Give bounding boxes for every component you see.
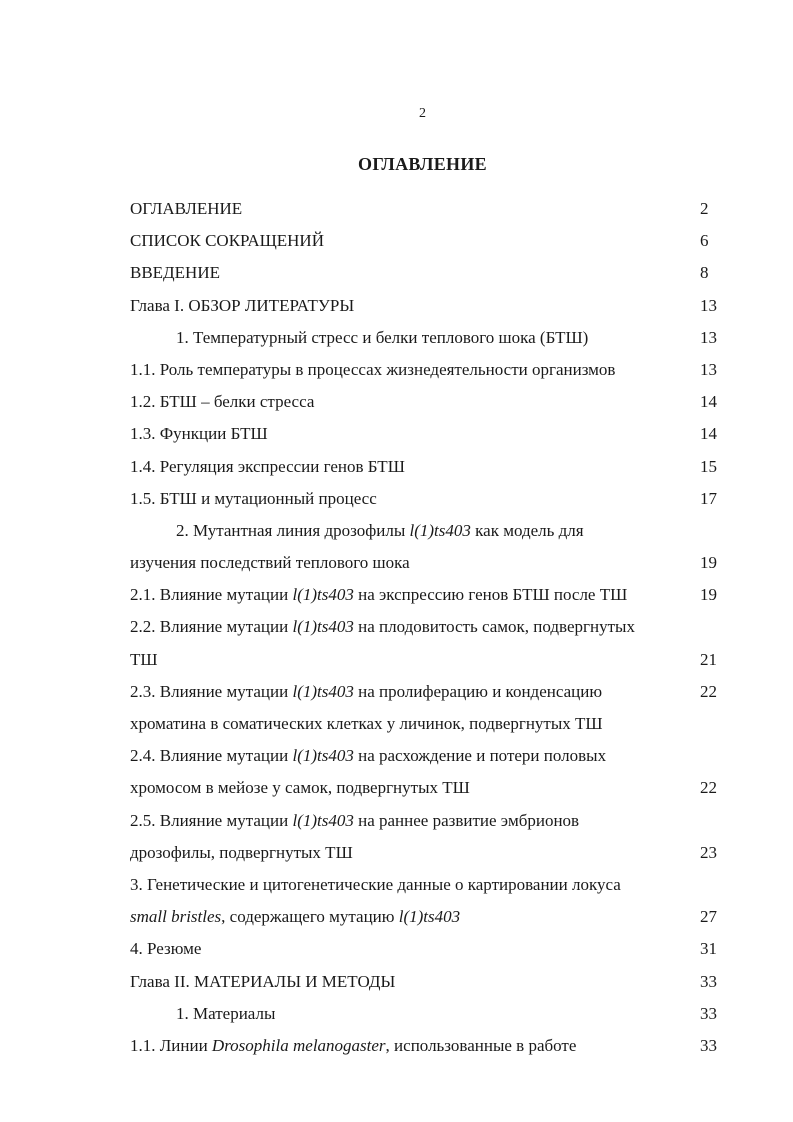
toc-row (130, 998, 720, 1030)
toc-row (130, 869, 720, 901)
gene-name: l(1)ts403 (292, 810, 354, 830)
locus-name: small bristles (130, 907, 222, 927)
toc-entry-page: 33 (700, 1003, 717, 1023)
toc-entry-page: 14 (700, 424, 717, 444)
toc-entry-page: 13 (700, 359, 717, 379)
toc-row (130, 805, 720, 837)
toc-entry-text: 1. Материалы (176, 1003, 276, 1023)
toc-row (130, 676, 720, 708)
toc-entry-text: 1.1. Роль температуры в процессах жизнедеятельности организмов (130, 359, 616, 379)
table-of-contents (130, 193, 720, 1062)
toc-entry-page: 31 (700, 939, 717, 959)
toc-entry-text: 1.1. Линии Drosophila melanogaster, использованные в работе (130, 1035, 577, 1055)
toc-row (130, 225, 720, 257)
gene-name: l(1)ts403 (292, 746, 354, 766)
toc-row (130, 644, 720, 676)
toc-row (130, 579, 720, 611)
toc-entry-text: изучения последствий теплового шока (130, 553, 410, 573)
toc-entry-text: 2. Мутантная линия дрозофилы l(1)ts403 как модель для (176, 520, 584, 540)
toc-entry-page: 22 (700, 778, 717, 798)
toc-entry-text: хромосом в мейозе у самок, подвергнутых ТШ (130, 778, 470, 798)
toc-row (130, 451, 720, 483)
toc-entry-page: 8 (700, 263, 709, 283)
toc-entry-page: 13 (700, 295, 717, 315)
toc-row (130, 611, 720, 643)
toc-entry-page: 6 (700, 231, 709, 251)
toc-entry-text: дрозофилы, подвергнутых ТШ (130, 842, 353, 862)
toc-entry-page: 27 (700, 907, 717, 927)
toc-row (130, 1030, 720, 1062)
toc-row (130, 257, 720, 289)
toc-row (130, 386, 720, 418)
toc-row (130, 901, 720, 933)
toc-entry-text: хроматина в соматических клетках у личинок, подвергнутых ТШ (130, 714, 603, 733)
toc-row (130, 933, 720, 965)
toc-entry-page: 22 (700, 681, 717, 701)
gene-name: l(1)ts403 (292, 585, 354, 605)
toc-row (130, 483, 720, 515)
species-name: Drosophila melanogaster (211, 1035, 386, 1055)
toc-entry-text: 4. Резюме (130, 939, 202, 959)
toc-entry-text: 1.5. БТШ и мутационный процесс (130, 488, 377, 508)
toc-entry-page: 13 (700, 327, 717, 347)
gene-name: l(1)ts403 (292, 617, 354, 637)
toc-entry-text: 2.3. Влияние мутации l(1)ts403 на пролиферацию и конденсацию (130, 681, 603, 701)
toc-entry-text: ВВЕДЕНИЕ (130, 263, 220, 283)
gene-name: l(1)ts403 (398, 907, 461, 927)
toc-row (130, 772, 720, 804)
toc-entry-text: СПИСОК СОКРАЩЕНИЙ (130, 231, 324, 251)
toc-entry-text: 3. Генетические и цитогенетические данные о картировании локуса (130, 874, 621, 894)
toc-entry-text: 2.5. Влияние мутации l(1)ts403 на раннее развитие эмбрионов (130, 810, 580, 830)
page-number: 2 (419, 106, 426, 121)
toc-row (130, 322, 720, 354)
toc-entry-page: 33 (700, 1035, 717, 1055)
toc-entry-page: 33 (700, 971, 717, 991)
toc-entry-text: ОГЛАВЛЕНИЕ (130, 199, 243, 218)
toc-entry-page: 14 (700, 392, 717, 412)
toc-row (130, 740, 720, 772)
toc-entry-text: 1.4. Регуляция экспрессии генов БТШ (130, 456, 405, 476)
toc-row (130, 193, 720, 225)
toc-entry-text: Глава I. ОБЗОР ЛИТЕРАТУРЫ (130, 295, 355, 315)
toc-entry-page: 19 (700, 585, 717, 605)
toc-entry-text: 1.3. Функции БТШ (130, 424, 268, 444)
toc-entry-text: Глава II. МАТЕРИАЛЫ И МЕТОДЫ (130, 971, 396, 991)
page-title: ОГЛАВЛЕНИЕ (358, 154, 487, 174)
toc-row (130, 418, 720, 450)
toc-row (130, 708, 720, 740)
toc-entry-text: 1. Температурный стресс и белки теплового шока (БТШ) (176, 327, 589, 347)
toc-row (130, 515, 720, 547)
gene-name: l(1)ts403 (409, 520, 471, 540)
toc-entry-text: 2.1. Влияние мутации l(1)ts403 на экспрессию генов БТШ после ТШ (130, 585, 628, 605)
toc-entry-page: 23 (700, 842, 717, 862)
toc-entry-page: 17 (700, 488, 717, 508)
toc-row (130, 966, 720, 998)
toc-row (130, 547, 720, 579)
toc-entry-text: 2.4. Влияние мутации l(1)ts403 на расхождение и потери половых (130, 746, 607, 766)
toc-entry-text: ТШ (130, 649, 158, 669)
toc-entry-page: 21 (700, 649, 717, 669)
toc-entry-page: 15 (700, 456, 717, 476)
toc-entry-page: 2 (700, 199, 709, 218)
toc-row (130, 290, 720, 322)
toc-entry-text: 2.2. Влияние мутации l(1)ts403 на плодовитость самок, подвергнутых (130, 617, 635, 637)
toc-entry-text: 1.2. БТШ – белки стресса (130, 392, 315, 412)
toc-entry-page: 19 (700, 553, 717, 573)
toc-row (130, 837, 720, 869)
toc-entry-text: small bristles, содержащего мутацию l(1)ts403 (130, 907, 461, 927)
gene-name: l(1)ts403 (292, 681, 354, 701)
toc-row (130, 354, 720, 386)
